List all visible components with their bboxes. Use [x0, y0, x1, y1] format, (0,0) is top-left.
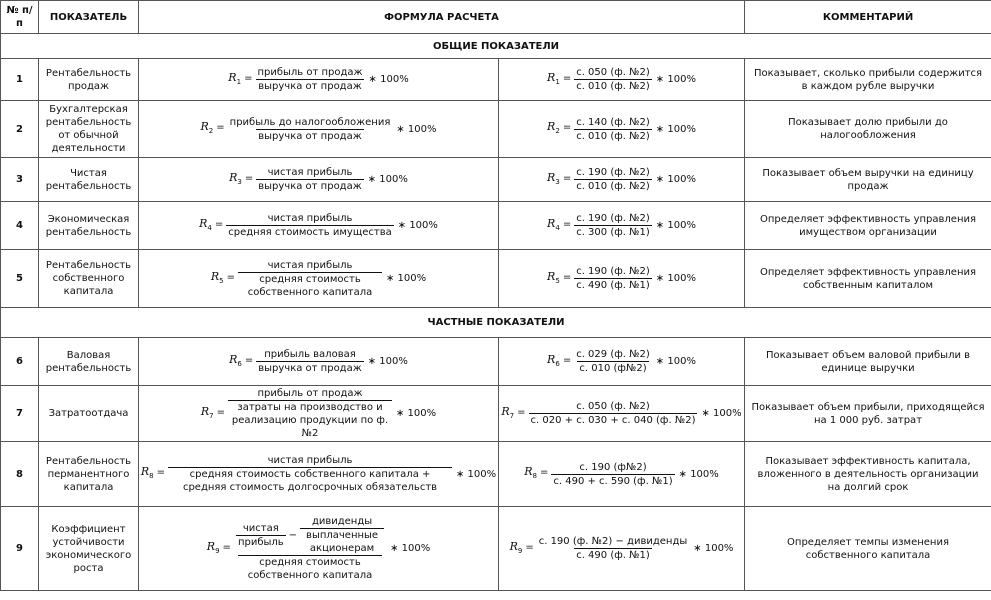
comment-cell: Показывает, сколько прибыли содержится в каждом рубле выручки — [745, 59, 991, 101]
fraction — [228, 387, 392, 440]
fraction — [300, 515, 384, 555]
equals-sign: = — [562, 172, 572, 184]
equals-sign: = — [539, 467, 549, 478]
percent-multiplier: ∗ 100% — [456, 468, 497, 480]
symbol-subscript: 1 — [236, 77, 242, 86]
percent-multiplier: ∗ 100% — [655, 273, 696, 284]
percent-multiplier: ∗ 100% — [701, 408, 742, 419]
fraction — [574, 212, 652, 239]
fraction — [574, 265, 652, 292]
header-formula: ФОРМУЛА РАСЧЕТА — [139, 1, 745, 34]
indicator-name: Рентабельность продаж — [39, 59, 139, 101]
indicator-name: Валовая рентабельность — [39, 338, 139, 386]
percent-multiplier: ∗ 100% — [390, 543, 431, 554]
percent-multiplier: ∗ 100% — [397, 220, 438, 231]
formula-form-lines — [499, 59, 745, 101]
symbol-r: R — [547, 216, 556, 230]
percent-multiplier: ∗ 100% — [655, 220, 696, 231]
table-row — [1, 442, 991, 507]
formula-lhs — [547, 71, 571, 89]
fraction-denominator: выручка от продаж — [258, 363, 362, 374]
row-number: 7 — [1, 386, 39, 442]
symbol-subscript: 3 — [237, 177, 242, 186]
percent-multiplier: ∗ 100% — [396, 123, 437, 135]
equals-sign: = — [562, 271, 572, 283]
formula-lhs — [211, 270, 235, 288]
formula-form-expression — [547, 265, 696, 292]
formula-verbal — [139, 59, 499, 101]
fraction — [574, 166, 652, 193]
formula-lhs — [547, 353, 571, 371]
percent-multiplier: ∗ 100% — [693, 543, 734, 554]
formula-form-expression — [501, 400, 741, 427]
symbol-r: R — [199, 216, 208, 230]
comment-cell: Определяет эффективность управления имуществом организации — [745, 202, 991, 250]
header-num: № п/п — [1, 1, 39, 34]
formula-verbal-expression — [199, 212, 438, 239]
fraction — [529, 400, 698, 427]
fraction-denominator: с. 490 (ф. №1) — [576, 550, 650, 561]
symbol-r: R — [501, 404, 510, 418]
fraction-numerator: с. 190 (ф. №2) — [576, 167, 650, 178]
equals-sign: = — [562, 218, 572, 230]
symbol-r: R — [140, 465, 150, 478]
fraction-denominator: с. 010 (ф. №2) — [576, 181, 650, 192]
equals-sign: = — [244, 354, 254, 366]
table-row — [1, 202, 991, 250]
symbol-r: R — [200, 404, 210, 418]
fraction-denominator: прибыль — [237, 536, 284, 548]
formula-verbal-expression — [141, 454, 496, 494]
fraction-denominator: выручка от продаж — [258, 130, 362, 142]
comment-cell: Показывает объем выручки на единицу продаж — [745, 158, 991, 202]
fraction — [228, 116, 393, 143]
row-number: 4 — [1, 202, 39, 250]
fraction-denominator: затраты на производство и реализацию продукции по ф.№2 — [228, 400, 392, 440]
fraction-numerator — [234, 515, 386, 555]
row-number: 5 — [1, 250, 39, 308]
row-number: 3 — [1, 158, 39, 202]
symbol-r: R — [547, 352, 556, 366]
equals-sign: = — [216, 406, 225, 418]
formula-lhs — [201, 405, 225, 423]
formula-form-lines — [499, 338, 745, 386]
fraction — [574, 348, 652, 375]
formula-verbal — [139, 338, 499, 386]
formula-verbal — [139, 202, 499, 250]
equals-sign: = — [222, 541, 231, 553]
formula-lhs — [524, 465, 548, 483]
row-number: 8 — [1, 442, 39, 507]
symbol-subscript: 2 — [208, 127, 214, 135]
symbol-subscript: 2 — [555, 127, 560, 135]
table-row — [1, 507, 991, 591]
symbol-subscript: 5 — [219, 276, 224, 285]
formula-verbal-expression — [207, 515, 430, 582]
indicator-name: Экономическая рентабельность — [39, 202, 139, 250]
fraction-numerator: с. 190 (ф. №2) — [576, 213, 650, 224]
formula-lhs — [229, 171, 253, 189]
fraction — [255, 66, 364, 93]
equals-sign: = — [517, 406, 526, 418]
formula-lhs — [141, 465, 165, 483]
fraction-numerator: чистая прибыль — [267, 213, 353, 224]
symbol-r: R — [210, 269, 220, 283]
symbol-subscript: 9 — [215, 546, 220, 555]
symbol-subscript: 6 — [555, 359, 560, 368]
symbol-r: R — [547, 70, 556, 84]
fraction-denominator: средняя стоимость собственного капитала + средняя стоимость долгосрочных обязательств — [168, 467, 452, 494]
percent-multiplier: ∗ 100% — [655, 74, 696, 85]
formula-lhs — [199, 217, 223, 235]
table-row — [1, 59, 991, 101]
symbol-r: R — [229, 170, 238, 184]
formula-form-expression — [510, 535, 734, 562]
fraction-denominator: с. 490 + с. 590 (ф. №1) — [553, 475, 673, 487]
table-row — [1, 101, 991, 158]
symbol-subscript: 5 — [555, 276, 560, 285]
formula-form-expression — [524, 461, 719, 488]
indicator-name: Рентабельность собственного капитала — [39, 250, 139, 308]
symbol-subscript: 7 — [209, 411, 214, 420]
fraction-numerator: с. 029 (ф. №2) — [576, 349, 650, 360]
fraction-denominator: с. 010 (ф№2) — [579, 363, 647, 374]
percent-multiplier: ∗ 100% — [367, 174, 408, 185]
formula-form-lines — [499, 507, 745, 591]
fraction-denominator: выплаченные акционерам — [300, 528, 384, 555]
symbol-subscript: 3 — [555, 177, 560, 186]
symbol-subscript: 4 — [207, 223, 212, 232]
formula-lhs — [547, 270, 571, 288]
formula-verbal — [139, 507, 499, 591]
formula-form-lines — [499, 202, 745, 250]
indicator-name: Чистая рентабельность — [39, 158, 139, 202]
fraction — [537, 535, 690, 562]
symbol-r: R — [229, 352, 238, 366]
formula-lhs — [229, 353, 253, 371]
indicator-name: Затратоотдача — [39, 386, 139, 442]
fraction-numerator: с. 050 (ф. №2) — [576, 67, 650, 78]
formula-verbal-expression — [229, 348, 408, 375]
fraction — [226, 212, 394, 239]
formula-verbal — [139, 158, 499, 202]
fraction-denominator: с. 300 (ф. №1) — [576, 227, 650, 238]
formula-verbal-expression — [211, 259, 426, 299]
equals-sign: = — [214, 218, 224, 230]
formula-form-lines — [499, 158, 745, 202]
formula-lhs — [547, 171, 571, 189]
formula-verbal — [139, 250, 499, 308]
equals-sign: = — [562, 354, 572, 366]
fraction-numerator: с. 050 (ф. №2) — [576, 401, 650, 412]
fraction — [574, 116, 652, 143]
equals-sign: = — [525, 541, 534, 553]
equals-sign: = — [226, 271, 235, 283]
fraction-denominator: средняя стоимость собственного капитала — [238, 555, 382, 582]
fraction-numerator: прибыль от продаж — [257, 67, 363, 78]
comment-cell: Определяет эффективность управления собственным капиталом — [745, 250, 991, 308]
formula-verbal-expression — [201, 116, 437, 143]
equals-sign: = — [156, 467, 165, 478]
indicator-name: Коэффициент устойчивости экономического роста — [39, 507, 139, 591]
formula-lhs — [228, 71, 252, 89]
fraction-numerator: чистая прибыль — [267, 167, 353, 178]
fraction-numerator: с. 190 (ф. №2) − дивиденды — [538, 536, 688, 547]
symbol-r: R — [509, 539, 518, 553]
table-row — [1, 338, 991, 386]
fraction — [168, 454, 452, 494]
formula-form-expression — [547, 166, 696, 193]
formula-verbal-expression — [201, 387, 436, 440]
fraction-numerator: прибыль от продаж — [257, 388, 363, 399]
header-comment: КОММЕНТАРИЙ — [745, 1, 991, 34]
fraction-denominator: средняя стоимость собственного капитала — [238, 272, 382, 299]
formula-lhs — [501, 405, 525, 423]
percent-multiplier: ∗ 100% — [655, 123, 696, 135]
row-number: 9 — [1, 507, 39, 591]
formula-lhs — [510, 540, 534, 558]
comment-cell: Показывает объем валовой прибыли в единице выручки — [745, 338, 991, 386]
fraction-numerator: чистая прибыль — [267, 259, 353, 271]
percent-multiplier: ∗ 100% — [655, 356, 696, 367]
symbol-r: R — [228, 70, 237, 84]
formula-lhs — [201, 120, 225, 138]
fraction — [256, 348, 364, 375]
symbol-r: R — [547, 120, 556, 133]
equals-sign: = — [216, 122, 225, 133]
fraction — [256, 166, 364, 193]
comment-cell: Показывает эффективность капитала, вложенного в деятельность организации на долгий срок — [745, 442, 991, 507]
percent-multiplier: ∗ 100% — [386, 273, 427, 284]
percent-multiplier: ∗ 100% — [396, 408, 437, 419]
symbol-subscript: 8 — [149, 472, 154, 480]
indicator-name: Бухгалтерская рентабельность от обычной деятельности — [39, 101, 139, 158]
fraction-denominator: с. 020 + с. 030 + с. 040 (ф. №2) — [530, 415, 696, 426]
table-row — [1, 386, 991, 442]
fraction-denominator: выручка от продаж — [258, 81, 362, 92]
formula-form-expression — [547, 212, 696, 239]
formula-form-expression — [547, 66, 696, 93]
symbol-r: R — [200, 120, 209, 133]
percent-multiplier: ∗ 100% — [678, 468, 719, 480]
formula-verbal-expression — [229, 166, 408, 193]
fraction-denominator: средняя стоимость имущества — [228, 227, 392, 238]
fraction-numerator: чистая — [242, 522, 279, 534]
comment-cell: Определяет темпы изменения собственного капитала — [745, 507, 991, 591]
fraction — [238, 259, 382, 299]
formula-form-lines — [499, 101, 745, 158]
fraction-numerator: прибыль до налогообложения — [229, 116, 391, 128]
formula-lhs — [207, 540, 231, 558]
formula-verbal — [139, 386, 499, 442]
symbol-r: R — [524, 465, 533, 478]
symbol-subscript: 6 — [237, 359, 242, 368]
section-row-general — [1, 34, 991, 59]
symbol-subscript: 1 — [555, 77, 560, 86]
fraction-numerator: с. 190 (ф. №2) — [576, 266, 650, 277]
fraction-denominator: с. 010 (ф. №2) — [576, 81, 650, 92]
header-row — [1, 1, 991, 34]
symbol-subscript: 4 — [555, 223, 560, 232]
symbol-subscript: 8 — [532, 472, 537, 480]
indicator-name: Рентабельность перманентного капитала — [39, 442, 139, 507]
formula-form-expression — [547, 348, 696, 375]
table-row — [1, 158, 991, 202]
symbol-r: R — [547, 269, 556, 283]
fraction-numerator: прибыль валовая — [264, 349, 356, 360]
section-row-partial — [1, 308, 991, 338]
formula-form-expression — [547, 116, 696, 143]
fraction — [234, 515, 386, 582]
fraction-denominator: с. 490 (ф. №1) — [576, 280, 650, 291]
section-title-general: ОБЩИЕ ПОКАЗАТЕЛИ — [1, 34, 991, 59]
row-number: 6 — [1, 338, 39, 386]
equals-sign: = — [244, 172, 254, 184]
symbol-subscript: 9 — [517, 546, 523, 555]
formula-verbal-expression — [228, 66, 408, 93]
row-number: 2 — [1, 101, 39, 158]
fraction-denominator: с. 010 (ф. №2) — [576, 130, 650, 142]
formula-verbal — [139, 442, 499, 507]
percent-multiplier: ∗ 100% — [655, 174, 696, 185]
symbol-r: R — [206, 539, 216, 553]
formula-lhs — [547, 217, 571, 235]
formula-lhs — [547, 120, 571, 138]
fraction — [574, 66, 652, 93]
row-number: 1 — [1, 59, 39, 101]
fraction-denominator: выручка от продаж — [258, 181, 362, 192]
minus-sign: − — [288, 529, 298, 541]
table-row — [1, 250, 991, 308]
section-title-partial: ЧАСТНЫЕ ПОКАЗАТЕЛИ — [1, 308, 991, 338]
comment-cell: Показывает долю прибыли до налогообложения — [745, 101, 991, 158]
formula-form-lines — [499, 442, 745, 507]
fraction-numerator: дивиденды — [311, 516, 373, 527]
fraction — [551, 461, 674, 488]
symbol-r: R — [547, 170, 556, 184]
equals-sign: = — [562, 72, 572, 84]
formula-verbal — [139, 101, 499, 158]
equals-sign: = — [562, 122, 572, 133]
fraction-numerator: с. 190 (ф№2) — [579, 461, 647, 473]
comment-cell: Показывает объем прибыли, приходящейся на 1 000 руб. затрат — [745, 386, 991, 442]
fraction-numerator: с. 140 (ф. №2) — [576, 116, 650, 128]
percent-multiplier: ∗ 100% — [367, 356, 408, 367]
formula-form-lines — [499, 386, 745, 442]
header-indicator: ПОКАЗАТЕЛЬ — [39, 1, 139, 34]
fraction — [236, 522, 286, 549]
percent-multiplier: ∗ 100% — [368, 74, 409, 85]
symbol-subscript: 7 — [509, 411, 515, 420]
formula-form-lines — [499, 250, 745, 308]
fraction-numerator: чистая прибыль — [267, 455, 353, 466]
equals-sign: = — [244, 72, 253, 84]
